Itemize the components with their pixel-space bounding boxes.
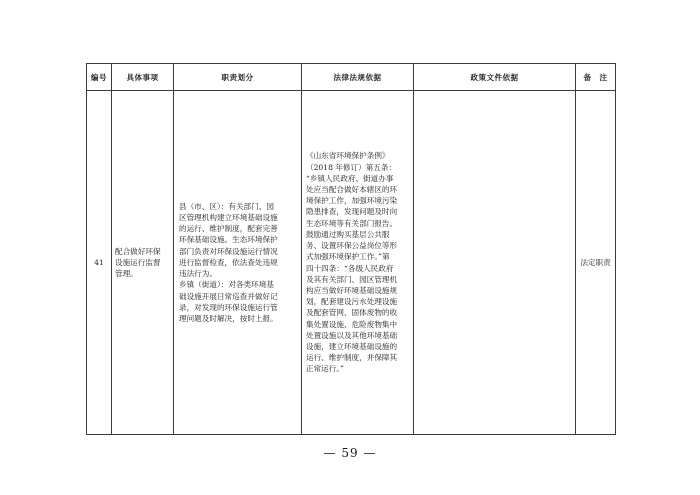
law-line: 构应当做好环境基础设施规: [306, 285, 398, 295]
row-note-cell: 法定职责: [576, 91, 616, 435]
duty-line: 区管理机构建立环境基础设施: [179, 213, 278, 223]
duty-line: 环保基础设施。生态环境保护: [179, 235, 278, 245]
duty-line: 乡镇（街道）：对各类环境基: [179, 280, 274, 290]
duty-line: 录，对发现的环保设施运行管: [179, 302, 278, 312]
law-line: 划，配套建设污水处理设施: [306, 297, 398, 307]
law-line: 境保护工作，加强环境污染: [306, 196, 398, 206]
law-line: 四十四条：“各级人民政府: [306, 263, 394, 273]
duty-line: 部门负责对环保设施运行情况: [179, 246, 278, 256]
law-line: （2018 年修订）第五条：: [306, 162, 397, 172]
law-line: 运行、维护制度，并保障其: [306, 353, 398, 363]
duty-line: 理问题及时解决，按时上报。: [179, 313, 278, 323]
responsibility-table: [86, 63, 616, 435]
header-number: 编号: [87, 64, 112, 91]
law-line: 正常运行。”: [306, 364, 345, 374]
law-line: 《山东省环境保护条例》: [306, 151, 390, 161]
law-line: 及配套管网、固体废物的收: [306, 308, 398, 318]
table-header-row: [87, 64, 616, 91]
law-line: 鼓励通过购买基层公共服: [306, 229, 390, 239]
item-line: 管理。: [115, 269, 138, 279]
duty-line: 县（市、区）：有关部门、园: [179, 201, 274, 211]
header-law-basis: 法律法规依据: [302, 64, 414, 91]
duty-line: 进行监督检查，依法查处违规: [179, 257, 278, 267]
item-line: 设施运行监督: [115, 257, 161, 267]
row-number: 41: [87, 91, 112, 435]
law-line: 隐患排查，发现问题及时向: [306, 207, 398, 217]
law-line: 设施，建立环境基础设施的: [306, 341, 398, 351]
page-number: — 59 —: [323, 446, 377, 460]
item-line: 配合做好环保: [115, 246, 161, 256]
law-line: 集处置设施、危险废物集中: [306, 319, 398, 329]
law-line: “乡镇人民政府、街道办事: [306, 173, 394, 183]
law-line: 生态环境等有关部门报告。: [306, 218, 398, 228]
row-policy-basis-cell: [414, 91, 576, 435]
row-item-cell: [112, 91, 174, 435]
law-line: 处置设施以及其他环境基础: [306, 330, 398, 340]
duty-line: 的运行、维护制度，配套完善: [179, 224, 278, 234]
law-line: 务、设置环保公益岗位等形: [306, 241, 398, 251]
header-item: 具体事项: [112, 64, 174, 91]
law-line: 式加强环境保护工作。”第: [306, 252, 390, 262]
header-note: 备 注: [576, 64, 616, 91]
header-policy-basis: 政策文件依据: [414, 64, 576, 91]
row-law-basis-cell: [302, 91, 414, 435]
duty-line: 违法行为。: [179, 269, 217, 279]
duty-line: 础设施开展日常巡查并做好记: [179, 291, 278, 301]
header-duty: 职责划分: [174, 64, 302, 91]
row-duty-cell: [174, 91, 302, 435]
table-row: [87, 91, 616, 435]
law-line: 处应当配合做好本辖区的环: [306, 185, 398, 195]
law-line: 及其有关部门、园区管理机: [306, 274, 398, 284]
